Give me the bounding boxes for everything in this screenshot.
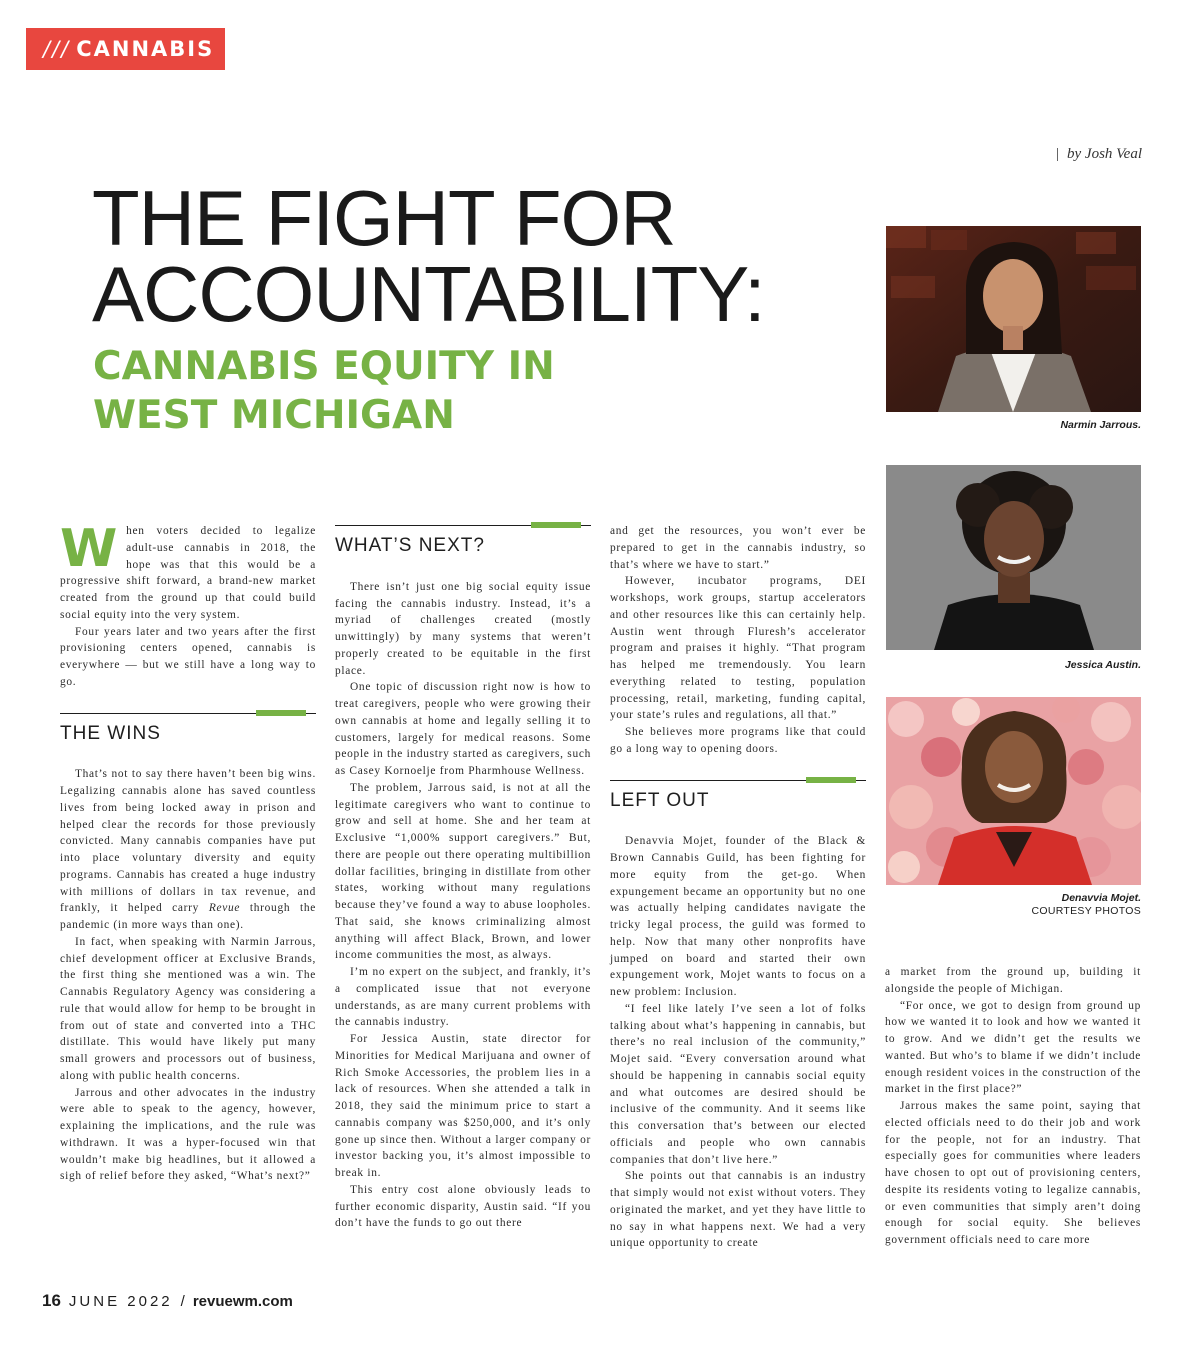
body-paragraph: In fact, when speaking with Narmin Jarrous, chief development officer at Exclusive Brands, the first thing she mentioned was a win. The Cannabis Regulatory Agency was considering a rule that would allow for hemp to be brought in from out of state and converted into a THC distillate. This would have likely put many small growers and processors out of business, along with public health concerns. <box>60 935 316 1082</box>
subtitle-line-1: CANNABIS EQUITY IN <box>93 344 555 389</box>
body-paragraph: “I feel like lately I’ve seen a lot of folks talking about what’s happening in cannabis, but there’s no real inclusion of the community,” Mojet said. “Every conversation around what should be happening in cannabis social equity and what outcomes are desired should be inclusive of the community. And it seems like this conversation that’s between our elected officials and people who own cannabis companies that don’t live here.” <box>610 1002 866 1166</box>
article-column-1 <box>60 519 316 1185</box>
photo-caption <box>1031 892 1141 918</box>
issue-date: JUNE 2022 <box>68 1293 173 1310</box>
subhead-whats-next <box>335 525 591 555</box>
photo-caption <box>1065 659 1141 672</box>
subhead-title: WHAT’S NEXT? <box>335 535 485 556</box>
byline-author: by Josh Veal <box>1067 146 1142 162</box>
title-line-2: ACCOUNTABILITY: <box>92 250 765 339</box>
portrait-photo <box>886 465 1141 650</box>
body-paragraph: However, incubator programs, DEI workshops, work groups, startup accelerators and other resources like this can certainly help. Austin went through Fluresh’s accelerator program and praises it highly. “That program has helped me tremendously. You learn everything related to testing, population processing, retail, marketing, funding capital, your state’s rules and regulations, all that.” <box>610 575 866 722</box>
body-paragraph: She points out that cannabis is an industry that simply would not exist without voters. They originated the market, and yet they have little to no say in what happens next. We had a very unique opportunity to create <box>610 1170 866 1250</box>
subhead-the-wins <box>60 713 316 743</box>
article-column-3 <box>610 523 866 1252</box>
body-paragraph: The problem, Jarrous said, is not at all the legitimate caregivers who want to continue to grow and sell at home. She and her team at Exclusive “1,000% support caregivers.” But, there are people out there operating multibillion dollar facilities, bringing in distillate from other states, working without many regulations because they’ve found a way to abuse loopholes. That said, she knows criminalizing almost anything will affect Black, Brown, and lower income communities the most, as always. <box>335 781 591 962</box>
drop-cap: W <box>60 519 119 579</box>
title-line-1: THE FIGHT FOR <box>92 174 676 262</box>
article-title <box>92 174 852 339</box>
subhead-accent-bar <box>531 522 581 528</box>
article-column-4 <box>885 964 1141 1249</box>
caption-name: Jessica Austin. <box>1064 659 1141 671</box>
publication-name: Revue <box>208 902 241 915</box>
body-paragraph: I’m no expert on the subject, and frankly, it’s a complicated issue that not everyone understands, as are many current problems with the cannabis industry. <box>335 966 591 1029</box>
body-paragraph: This entry cost alone obviously leads to further economic disparity, Austin said. “If you don’t have the funds to go out there <box>335 1183 591 1230</box>
portrait-photo <box>886 226 1141 412</box>
portrait-photo <box>886 697 1141 885</box>
section-tag-label: CANNABIS <box>76 37 215 61</box>
body-paragraph: “For once, we got to design from ground up how we wanted it to look and how we wanted it to grow. And we didn’t get the results we wanted. But who’s to blame if we didn’t include enough resident voices in the construction of the market in the first place?” <box>885 999 1141 1096</box>
article-column-2 <box>335 523 591 1232</box>
body-paragraph: and get the resources, you won’t ever be prepared to get in the cannabis industry, so that’s where we have to start.” <box>610 525 866 571</box>
subhead-accent-bar <box>806 777 856 783</box>
caption-name: Narmin Jarrous. <box>1060 419 1141 431</box>
photo-caption <box>1060 419 1141 432</box>
website-link[interactable]: revuewm.com <box>192 1293 293 1310</box>
body-paragraph: a market from the ground up, building it alongside the people of Michigan. <box>885 966 1141 995</box>
subhead-left-out <box>610 780 866 810</box>
page-number: 16 <box>42 1291 61 1310</box>
section-tag <box>26 28 225 70</box>
body-paragraph: There isn’t just one big social equity issue facing the cannabis industry. Instead, it’s a myriad of challenges created (mostly unwittingly) by many systems that weren’t properly created to be equitable in the first place. <box>335 580 591 677</box>
body-paragraph: For Jessica Austin, state director for Minorities for Medical Marijuana and owner of Rich Smoke Accessories, the problem lies in a lack of resources. When she attended a talk in 2018, they said the minimum price to start a cannabis company was $250,000, and it’s only gone up since then. Without a larger company or investor backing you, it’s almost impossible to break in. <box>335 1033 591 1179</box>
caption-name: Denavvia Mojet. <box>1061 892 1141 904</box>
page-footer <box>42 1291 293 1311</box>
intro-paragraph: hen voters decided to legalize adult-use cannabis in 2018, the hope was that this would be a progressive shift forward, a brand-new market created from the ground up that could build social equity into the very system. <box>60 525 316 621</box>
byline-bar: | <box>1056 146 1060 162</box>
intro-paragraph: Four years later and two years after the first provisioning centers opened, cannabis is everywhere — but we still have a long way to go. <box>60 625 316 688</box>
byline <box>1056 146 1142 163</box>
footer-separator: / <box>180 1293 185 1310</box>
subhead-title: THE WINS <box>60 722 161 744</box>
body-paragraph: She believes more programs like that could go a long way to opening doors. <box>610 726 866 755</box>
body-paragraph: That’s not to say there haven’t been big wins. Legalizing cannabis alone has saved countless lives from being locked away in prison and helped clear the records for those previously convicted. Many cannabis companies have put into place voluntary diversity and equity programs. Cannabis has created a huge industry with millions of dollars in tax revenue, and frankly, it helped carry Revue through the pandemic (in more ways than one). <box>60 768 316 931</box>
subtitle-line-2: WEST MICHIGAN <box>93 393 455 439</box>
section-tag-slashes: /// <box>43 37 71 61</box>
subhead-accent-bar <box>256 710 306 716</box>
body-paragraph: Jarrous and other advocates in the industry were able to speak to the agency, however, explaining the implications, and the rule was withdrawn. It was a hyper-focused win that wouldn’t make big headlines, but it allowed a sigh of relief before they asked, “What’s next?” <box>60 1086 316 1183</box>
body-paragraph: Denavvia Mojet, founder of the Black & Brown Cannabis Guild, has been fighting for more equity from the get-go. When expungement became an opportunity but no one was actually helping candidates navigate the tricky legal process, the guild was formed to help. Now that many other nonprofits have jumped on board and started their own expungement work, Mojet wants to focus on a new problem: Inclusion. <box>610 835 866 998</box>
body-paragraph: Jarrous makes the same point, saying that elected officials need to do their job and work for the people, not for an industry. That especially goes for communities where leaders have chosen to opt out of provisioning centers, despite its residents voting to legalize cannabis, or even communities that simply aren’t doing enough for social equity. She believes government officials need to care more <box>885 1100 1141 1246</box>
body-paragraph: One topic of discussion right now is how to treat caregivers, people who were growing their own cannabis at home and legally selling it to customers, largely for medical reasons. Some people in the industry started as caregivers, such as Casey Kornoelje from Pharmhouse Wellness. <box>335 681 591 777</box>
photo-credit: COURTESY PHOTOS <box>1031 905 1141 917</box>
subhead-title: LEFT OUT <box>610 789 710 811</box>
article-subtitle <box>93 342 653 440</box>
